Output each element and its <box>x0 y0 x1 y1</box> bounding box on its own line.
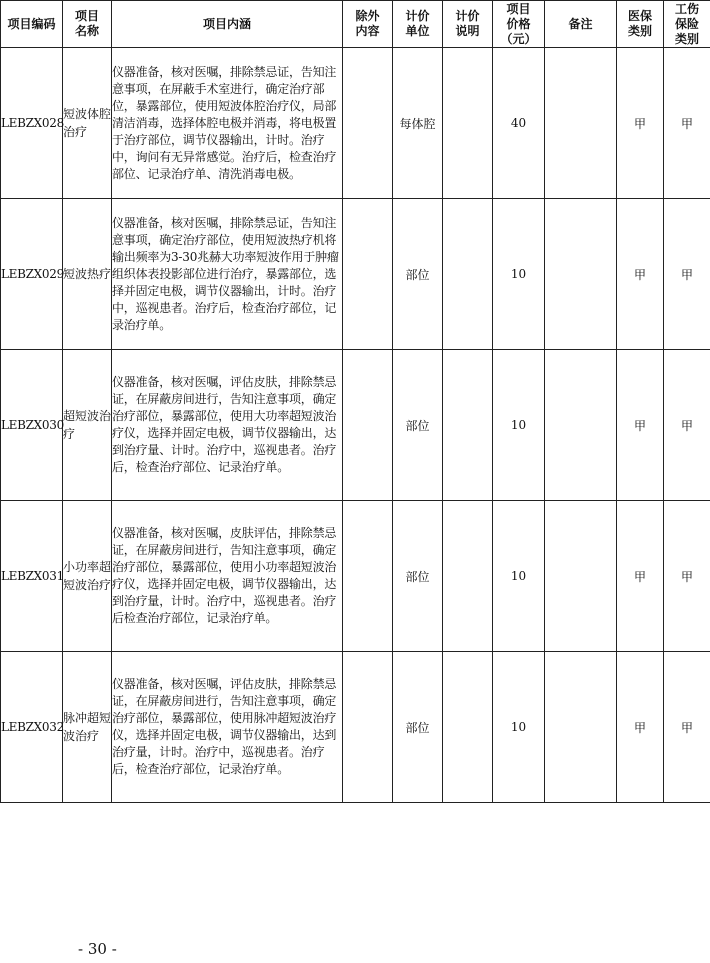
item-code: LEBZX028 <box>1 48 63 199</box>
header-injury-insurance: 工伤 保险 类别 <box>664 1 710 48</box>
item-injury-insurance: 甲 <box>664 652 710 803</box>
item-content: 仪器准备，核对医嘱，排除禁忌证，告知注意事项，在屏蔽手术室进行，确定治疗部位，暴露部位，使用短波体腔治疗仪，局部清洁消毒，选择体腔电极并消毒，将电极置于治疗部位，调节仪器输出，计时。治疗中，询问有无异常感觉。治疗后，检查治疗部位、记录治疗单、清洗消毒电极。 <box>112 48 343 199</box>
item-name: 短波体腔治疗 <box>63 48 112 199</box>
item-content: 仪器准备，核对医嘱，皮肤评估，排除禁忌证，在屏蔽房间进行，告知注意事项，确定治疗部位，暴露部位，使用小功率超短波治疗仪，选择并固定电极，调节仪器输出，达到治疗量，计时。治疗中，巡视患者。治疗后检查治疗部位，记录治疗单。 <box>112 501 343 652</box>
item-unit: 部位 <box>393 501 443 652</box>
item-code: LEBZX032 <box>1 652 63 803</box>
table-row <box>1 501 710 652</box>
item-remarks <box>545 652 617 803</box>
item-name: 脉冲超短波治疗 <box>63 652 112 803</box>
item-excluded <box>343 48 393 199</box>
header-unit: 计价 单位 <box>393 1 443 48</box>
item-name: 短波热疗 <box>63 199 112 350</box>
item-excluded <box>343 501 393 652</box>
item-content: 仪器准备，核对医嘱，评估皮肤，排除禁忌证，在屏蔽房间进行，告知注意事项，确定治疗部位，暴露部位，使用脉冲超短波治疗仪，选择并固定电极，调节仪器输出，达到治疗量，计时。治疗中，巡视患者。治疗后，检查治疗部位，记录治疗单。 <box>112 652 343 803</box>
item-unit-note <box>443 501 493 652</box>
item-price: 40 <box>493 48 545 199</box>
table-row <box>1 199 710 350</box>
table-row <box>1 652 710 803</box>
item-price: 10 <box>493 501 545 652</box>
item-content: 仪器准备，核对医嘱，排除禁忌证，告知注意事项，确定治疗部位，使用短波热疗机将输出频率为3-30兆赫大功率短波作用于肿瘤组织体表投影部位进行治疗，暴露部位，选择并固定电极，调节仪器输出，计时。治疗中，巡视患者。治疗后，检查治疗部位，记录治疗单。 <box>112 199 343 350</box>
item-unit: 部位 <box>393 652 443 803</box>
item-excluded <box>343 350 393 501</box>
item-content: 仪器准备，核对医嘱，评估皮肤，排除禁忌证，在屏蔽房间进行，告知注意事项，确定治疗部位，暴露部位，使用大功率超短波治疗仪，选择并固定电极，调节仪器输出，达到治疗量、计时。治疗中，巡视患者。治疗后，检查治疗部位、记录治疗单。 <box>112 350 343 501</box>
item-injury-insurance: 甲 <box>664 350 710 501</box>
header-unit-note: 计价 说明 <box>443 1 493 48</box>
header-content: 项目内涵 <box>112 1 343 48</box>
table-row <box>1 48 710 199</box>
item-injury-insurance: 甲 <box>664 501 710 652</box>
header-code: 项目编码 <box>1 1 63 48</box>
item-medical-insurance: 甲 <box>617 652 664 803</box>
table-header <box>1 1 710 48</box>
item-name: 小功率超短波治疗 <box>63 501 112 652</box>
item-code: LEBZX029 <box>1 199 63 350</box>
item-medical-insurance: 甲 <box>617 48 664 199</box>
item-price: 10 <box>493 350 545 501</box>
item-name: 超短波治疗 <box>63 350 112 501</box>
item-unit-note <box>443 48 493 199</box>
header-name: 项目 名称 <box>63 1 112 48</box>
item-excluded <box>343 199 393 350</box>
item-injury-insurance: 甲 <box>664 199 710 350</box>
table-row <box>1 350 710 501</box>
item-remarks <box>545 199 617 350</box>
header-medical-insurance: 医保 类别 <box>617 1 664 48</box>
item-price: 10 <box>493 199 545 350</box>
item-unit-note <box>443 199 493 350</box>
item-unit: 每体腔 <box>393 48 443 199</box>
item-remarks <box>545 48 617 199</box>
header-excluded: 除外 内容 <box>343 1 393 48</box>
item-medical-insurance: 甲 <box>617 350 664 501</box>
item-remarks <box>545 501 617 652</box>
item-unit: 部位 <box>393 350 443 501</box>
item-medical-insurance: 甲 <box>617 501 664 652</box>
header-price: 项目 价格 （元） <box>493 1 545 48</box>
item-price: 10 <box>493 652 545 803</box>
item-injury-insurance: 甲 <box>664 48 710 199</box>
item-medical-insurance: 甲 <box>617 199 664 350</box>
item-code: LEBZX030 <box>1 350 63 501</box>
item-excluded <box>343 652 393 803</box>
item-unit: 部位 <box>393 199 443 350</box>
item-unit-note <box>443 652 493 803</box>
page-number: - 30 - <box>78 940 117 958</box>
header-remarks: 备注 <box>545 1 617 48</box>
item-remarks <box>545 350 617 501</box>
item-unit-note <box>443 350 493 501</box>
item-code: LEBZX031 <box>1 501 63 652</box>
